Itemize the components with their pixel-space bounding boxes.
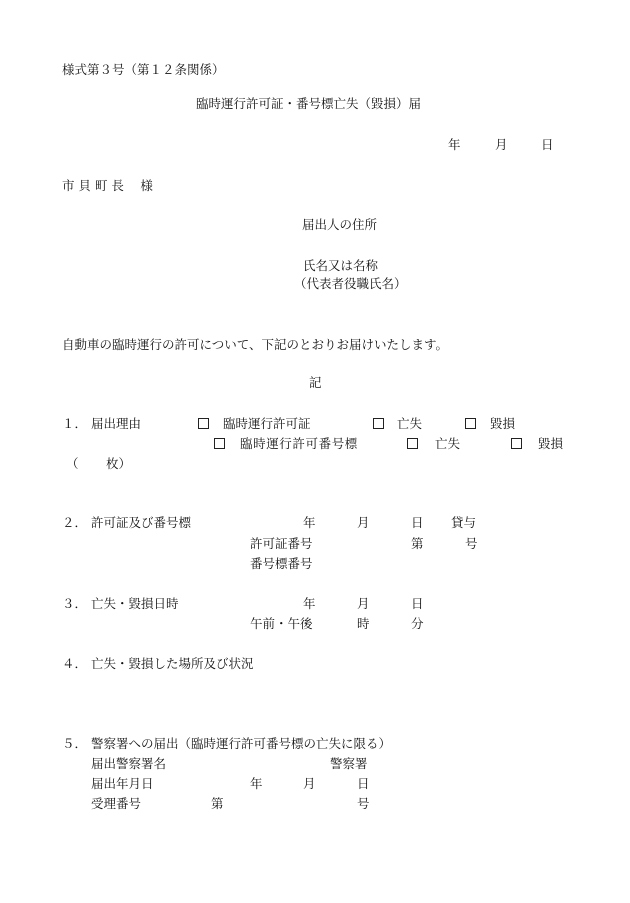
- permit-number-go: 号: [465, 536, 478, 551]
- section1-label: 届出理由: [91, 416, 142, 431]
- section3-minute: 分: [411, 616, 424, 631]
- date-day-label: 日: [541, 137, 554, 152]
- option-permit-lost-label: 亡失: [397, 416, 423, 431]
- section5-number: ５．: [62, 736, 88, 751]
- section5-label: 警察署への届出（臨時運行許可番号標の亡失に限る）: [91, 736, 392, 751]
- permit-number-label: 許可証番号: [250, 536, 313, 551]
- section3-month: 月: [357, 596, 370, 611]
- police-station-suffix: 警察署: [330, 756, 368, 771]
- section1-number: １．: [62, 416, 88, 431]
- checkbox-plate-lost[interactable]: [407, 438, 418, 449]
- section3-day: 日: [411, 596, 424, 611]
- plate-count-unit: 枚）: [106, 456, 132, 471]
- plate-number-label: 番号標番号: [250, 556, 313, 571]
- receipt-number-go: 号: [357, 796, 370, 811]
- section3-hour: 時: [357, 616, 370, 631]
- checkbox-permit-lost[interactable]: [373, 418, 384, 429]
- section3-ampm: 午前・午後: [250, 616, 313, 631]
- section3-number: ３．: [62, 596, 88, 611]
- receipt-number-label: 受理番号: [91, 796, 142, 811]
- option-permit-label: 臨時運行許可証: [223, 416, 311, 431]
- applicant-rep-label: （代表者役職氏名）: [294, 276, 407, 291]
- section2-year: 年: [303, 515, 316, 530]
- applicant-address-label: 届出人の住所: [302, 217, 378, 232]
- permit-number-dai: 第: [411, 536, 424, 551]
- option-plate-damaged-label: 毀損: [538, 436, 564, 451]
- section4-number: ４．: [62, 656, 88, 671]
- option-plate-lost-label: 亡失: [435, 436, 461, 451]
- statement-text: 自動車の臨時運行の許可について、下記のとおりお届けいたします。: [62, 337, 449, 352]
- report-date-month: 月: [303, 776, 316, 791]
- section2-month: 月: [357, 515, 370, 530]
- section2-label: 許可証及び番号標: [91, 515, 192, 530]
- section3-label: 亡失・毀損日時: [91, 596, 179, 611]
- date-month-label: 月: [495, 137, 508, 152]
- applicant-name-label: 氏名又は名称: [303, 258, 379, 273]
- section2-day: 日: [411, 515, 424, 530]
- addressee: 市 貝 町 長 様: [62, 178, 153, 193]
- section2-number: ２．: [62, 515, 88, 530]
- checkbox-plate-damaged[interactable]: [511, 438, 522, 449]
- report-date-day: 日: [357, 776, 370, 791]
- option-permit-damaged-label: 毀損: [490, 416, 516, 431]
- checkbox-permit-damaged[interactable]: [465, 418, 476, 429]
- report-date-label: 届出年月日: [91, 776, 154, 791]
- section3-year: 年: [303, 596, 316, 611]
- checkbox-plate[interactable]: [214, 438, 225, 449]
- plate-count-open: （: [66, 456, 79, 471]
- document-title: 臨時運行許可証・番号標亡失（毀損）届: [196, 96, 422, 111]
- option-plate-label: 臨時運行許可番号標: [240, 436, 358, 451]
- police-station-label: 届出警察署名: [91, 756, 167, 771]
- ki-heading: 記: [309, 375, 322, 390]
- report-date-year: 年: [250, 776, 263, 791]
- section2-lending: 貸与: [451, 515, 477, 530]
- form-number: 様式第３号（第１２条関係）: [62, 62, 225, 77]
- checkbox-permit[interactable]: [198, 418, 209, 429]
- date-year-label: 年: [448, 137, 461, 152]
- section4-label: 亡失・毀損した場所及び状況: [91, 656, 254, 671]
- receipt-number-dai: 第: [211, 796, 224, 811]
